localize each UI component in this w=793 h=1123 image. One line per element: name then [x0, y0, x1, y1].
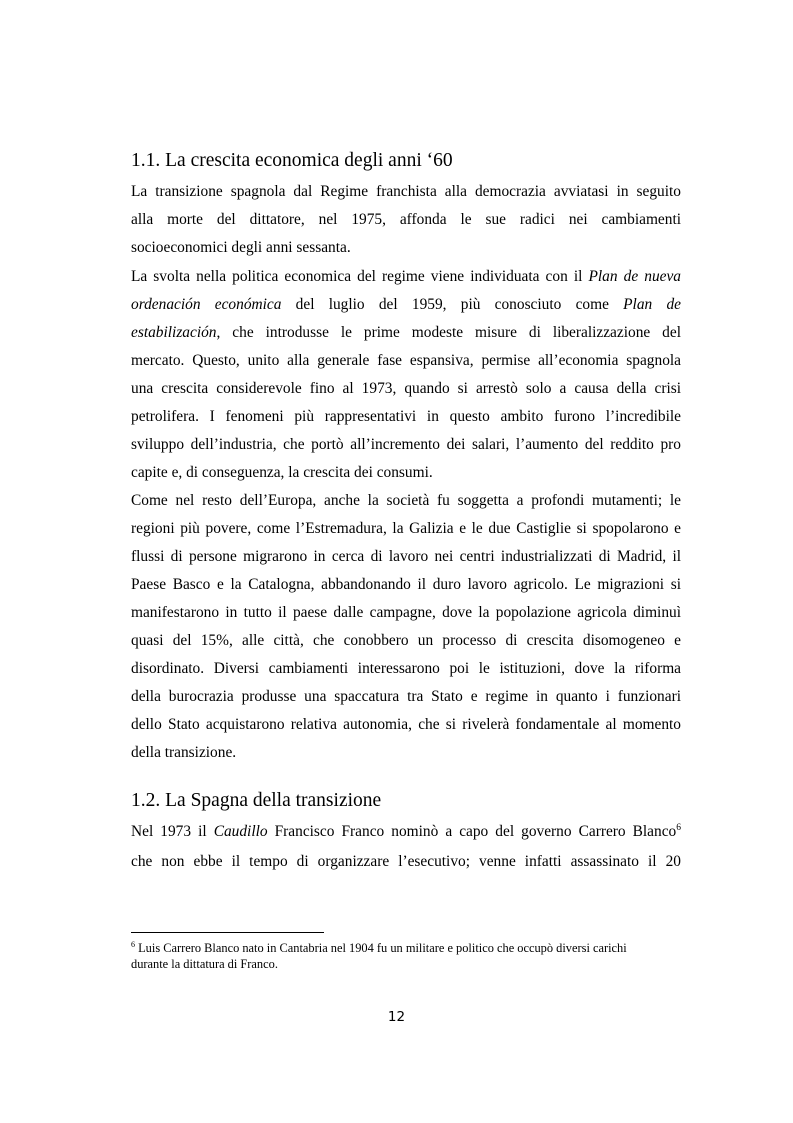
- body-text-italic: Plan de nueva: [588, 268, 682, 285]
- body-line: [131, 267, 681, 287]
- footnote-line: [131, 941, 627, 956]
- body-line: regioni più povere, come l’Estremadura, la Galizia e le due Castiglie si spopolarono e: [131, 520, 681, 537]
- body-line: sviluppo dell’industria, che portò all’incremento dei salari, l’aumento del reddito pro: [131, 436, 681, 453]
- body-text-italic: Plan de: [623, 296, 681, 313]
- body-text-italic: estabilización: [131, 324, 217, 341]
- body-line: flussi di persone migrarono in cerca di lavoro nei centri industrializzati di Madrid, il: [131, 548, 681, 565]
- body-line: [131, 295, 681, 315]
- footnote-line: durante la dittatura di Franco.: [131, 957, 278, 971]
- body-line: una crescita considerevole fino al 1973, quando si arrestò solo a causa della crisi: [131, 380, 681, 397]
- body-line: che non ebbe il tempo di organizzare l’esecutivo; venne infatti assassinato il 20: [131, 853, 681, 870]
- body-line: socioeconomici degli anni sessanta.: [131, 239, 351, 256]
- section-heading-1-2: 1.2. La Spagna della transizione: [131, 790, 382, 811]
- body-line: della burocrazia produsse una spaccatura tra Stato e regime in quanto i funzionari: [131, 688, 681, 705]
- body-line: [131, 822, 681, 842]
- body-line: Paese Basco e la Catalogna, abbandonando il duro lavoro agricolo. Le migrazioni si: [131, 576, 681, 593]
- body-line: alla morte del dittatore, nel 1975, affonda le sue radici nei cambiamenti: [131, 211, 681, 228]
- page-number: 12: [387, 1009, 406, 1025]
- body-text: , che introdusse le prime modeste misure di liberalizzazione del: [216, 324, 681, 341]
- body-line: mercato. Questo, unito alla generale fase espansiva, permise all’economia spagnola: [131, 352, 681, 369]
- body-line: quasi del 15%, alle città, che conobbero un processo di crescita disomogeneo e: [131, 632, 681, 649]
- body-line: dello Stato acquistarono relativa autonomia, che si rivelerà fondamentale al momento: [131, 716, 681, 733]
- footnote-reference: 6: [676, 822, 681, 833]
- body-text: Francisco Franco nominò a capo del governo Carrero Blanco: [274, 823, 677, 840]
- body-text-italic: Caudillo: [213, 823, 268, 840]
- body-text: del luglio del 1959, più conosciuto come: [295, 296, 609, 313]
- body-line: La transizione spagnola dal Regime franchista alla democrazia avviatasi in seguito: [131, 183, 681, 200]
- footnote-marker: 6: [131, 939, 135, 949]
- body-text: Nel 1973 il: [131, 823, 207, 840]
- body-line: capite e, di conseguenza, la crescita dei consumi.: [131, 464, 433, 481]
- section-heading-1-1: 1.1. La crescita economica degli anni ‘60: [131, 150, 453, 171]
- footnote-text: Luis Carrero Blanco nato in Cantabria nel 1904 fu un militare e politico che occupò diversi carichi: [138, 941, 627, 955]
- body-line: [131, 323, 681, 343]
- body-line: della transizione.: [131, 744, 237, 761]
- body-line: Come nel resto dell’Europa, anche la società fu soggetta a profondi mutamenti; le: [131, 492, 681, 509]
- body-line: manifestarono in tutto il paese dalle campagne, dove la popolazione agricola diminuì: [131, 604, 681, 621]
- body-text-italic: ordenación económica: [131, 296, 282, 313]
- body-line: disordinato. Diversi cambiamenti interessarono poi le istituzioni, dove la riforma: [131, 660, 681, 677]
- body-text: La svolta nella politica economica del regime viene individuata con il: [131, 268, 583, 285]
- body-line: petrolifera. I fenomeni più rappresentativi in questo ambito furono l’incredibile: [131, 408, 681, 425]
- footnote-separator: [131, 932, 324, 933]
